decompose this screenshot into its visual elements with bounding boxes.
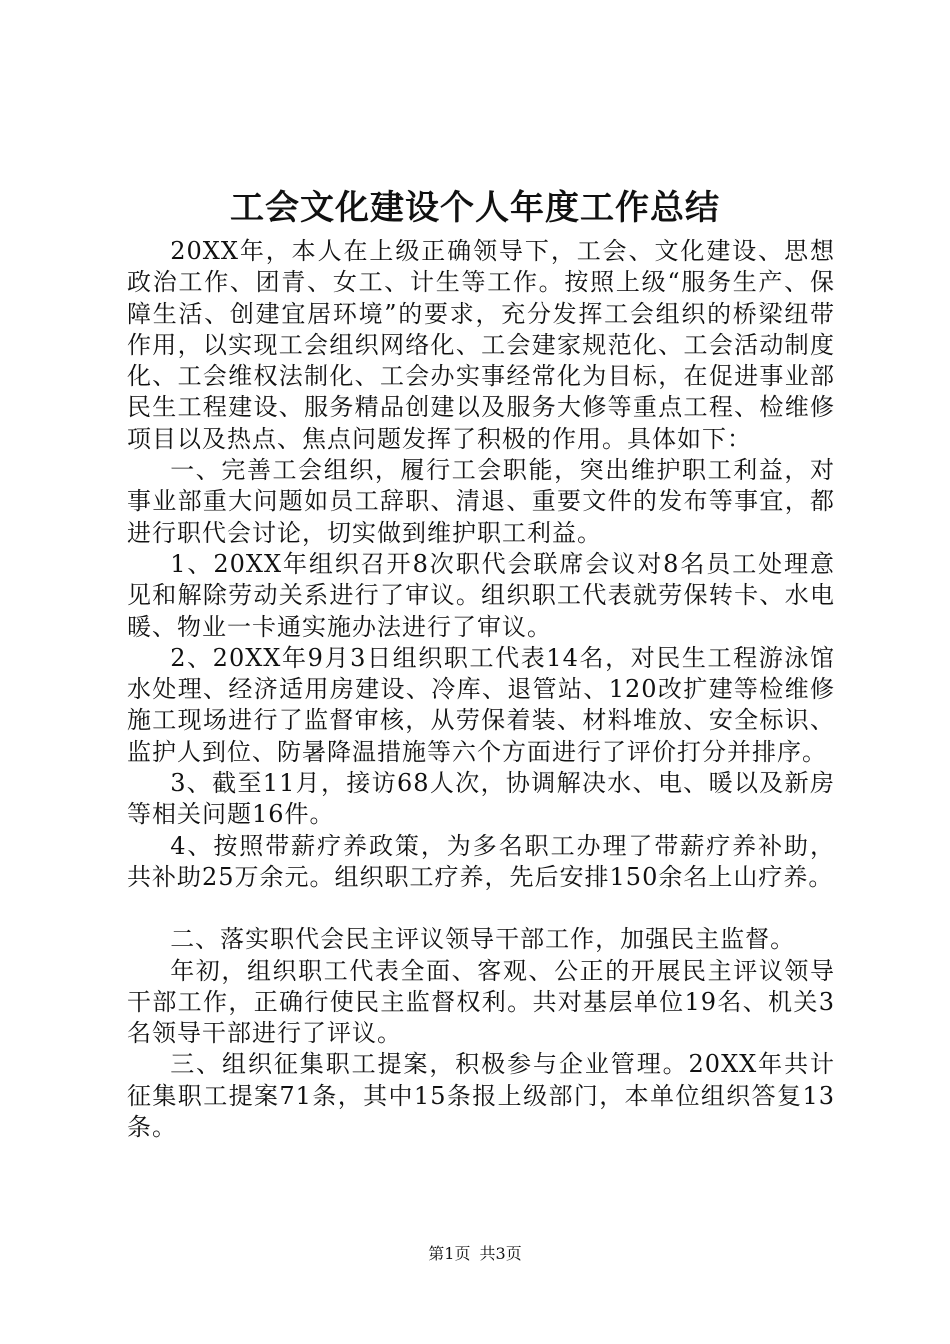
blank-line <box>127 893 835 924</box>
page-footer <box>0 1243 950 1265</box>
document-title: 工会文化建设个人年度工作总结 <box>230 188 720 228</box>
paragraph-item-4: 4、按照带薪疗养政策，为多名职工办理了带薪疗养补助，共补助25万余元。组织职工疗养，先后安排150余名上山疗养。 <box>127 831 835 891</box>
paragraph-item-1: 1、20XX年组织召开8次职代会联席会议对8名员工处理意见和解除劳动关系进行了审议。组织职工代表就劳保转卡、水电暖、物业一卡通实施办法进行了审议。 <box>127 549 835 641</box>
paragraph-item-2: 2、20XX年9月3日组织职工代表14名，对民生工程游泳馆水处理、经济适用房建设、冷库、退管站、120改扩建等检维修施工现场进行了监督审核，从劳保着装、材料堆放、安全标识、监护人到位、防暑降温措施等六个方面进行了评价打分并排序。 <box>127 643 835 766</box>
paragraph-item-3: 3、截至11月，接访68人次，协调解决水、电、暖以及新房等相关问题16件。 <box>127 769 835 829</box>
paragraph-section-3: 三、组织征集职工提案，积极参与企业管理。20XX年共计征集职工提案71条，其中15条报上级部门，本单位组织答复13条。 <box>127 1050 835 1142</box>
paragraph-intro: 20XX年，本人在上级正确领导下，工会、文化建设、思想政治工作、团青、女工、计生等工作。按照上级“服务生产、保障生活、创建宜居环境”的要求，充分发挥工会组织的桥梁纽带作用，以实现工会组织网络化、工会建家规范化、工会活动制度化、工会维权法制化、工会办实事经常化为目标，在促进事业部民生工程建设、服务精品创建以及服务大修等重点工程、检维修项目以及热点、焦点问题发挥了积极的作用。具体如下： <box>127 237 835 453</box>
paragraph-section-2-body: 年初，组织职工代表全面、客观、公正的开展民主评议领导干部工作，正确行使民主监督权利。共对基层单位19名、机关3名领导干部进行了评议。 <box>127 956 835 1048</box>
document-body <box>127 236 835 1143</box>
paragraph-section-1: 一、完善工会组织，履行工会职能，突出维护职工利益，对事业部重大问题如员工辞职、清退、重要文件的发布等事宜，都进行职代会讨论，切实做到维护职工利益。 <box>127 456 835 547</box>
page-total: 共3页 <box>479 1244 522 1263</box>
page-number: 第1页 <box>428 1244 471 1263</box>
paragraph-section-2: 二、落实职代会民主评议领导干部工作，加强民主监督。 <box>170 925 796 954</box>
